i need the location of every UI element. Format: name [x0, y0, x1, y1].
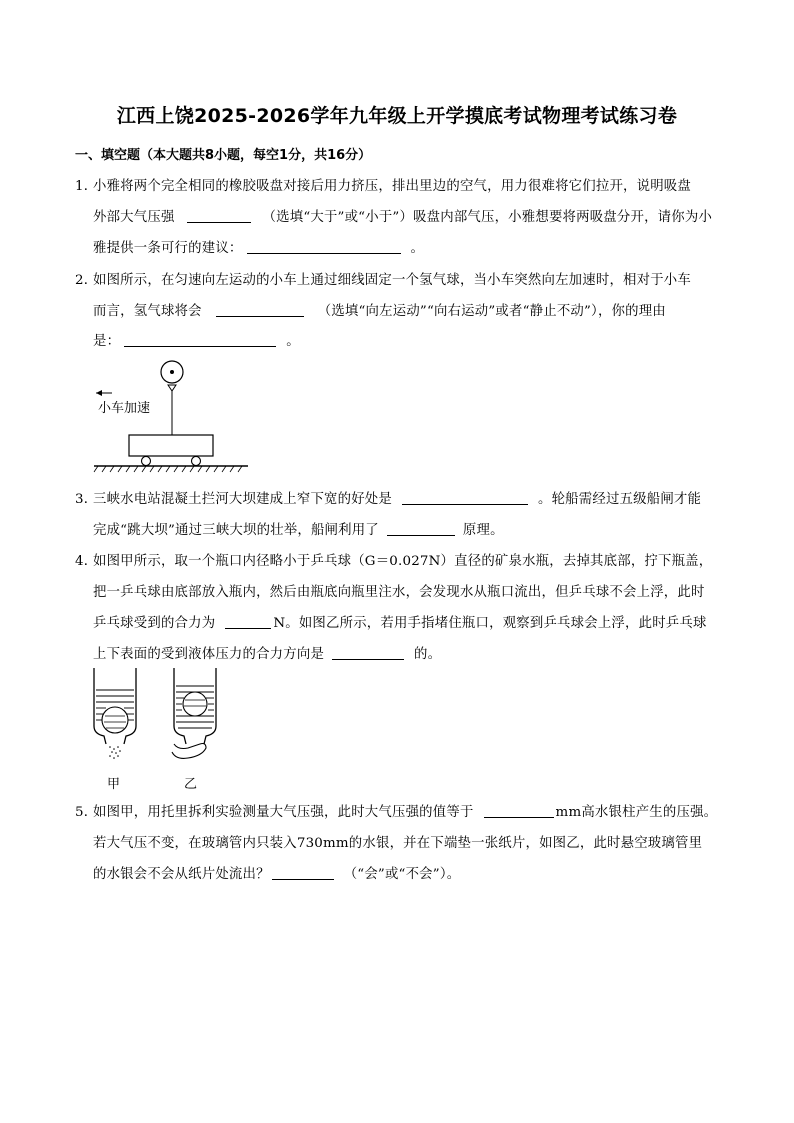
q1-text-3b: 。 [410, 241, 425, 256]
q1-line-3 [93, 237, 424, 256]
q5-line-3 [93, 863, 460, 882]
q4-line-1 [75, 550, 712, 569]
bottle-figure [88, 664, 228, 794]
q4-text-3b: N。如图乙所示，若用手指堵住瓶口，观察到乒乓球会上浮，此时乒乓球 [273, 616, 707, 631]
q1-text-2b: （选填“大于”或“小于”）吸盘内部气压，小雅想要将两吸盘分开，请你为小 [262, 210, 713, 225]
q3-text-1a: 三峡水电站混凝土拦河大坝建成上窄下宽的好处是 [93, 492, 392, 507]
q4-text-1: 如图甲所示，取一个瓶口内径略小于乒乓球（G＝0.027N）直径的矿泉水瓶，去掉其底部，拧下瓶盖， [93, 554, 713, 569]
q5-text-2: 若大气压不变，在玻璃管内只装入730mm的水银，并在下端垫一张纸片，如图乙，此时悬空玻璃管里 [93, 836, 703, 851]
q1-text-3a: 雅提供一条可行的建议： [93, 241, 243, 256]
q1-text-2a: 外部大气压强 [93, 210, 175, 225]
q1-blank-2[interactable] [247, 240, 401, 254]
q2-line-3 [93, 330, 300, 349]
q4-line-4 [93, 643, 441, 662]
q2-number: 2． [75, 273, 98, 288]
page-title: 江西上饶2025-2026学年九年级上开学摸底考试物理考试练习卷 [116, 105, 678, 127]
q4-blank-1[interactable] [225, 615, 271, 629]
q2-text-3b: 。 [286, 334, 300, 349]
q3-line-1 [75, 488, 701, 507]
label-jia: 甲 [107, 777, 121, 792]
q1-line-2 [93, 206, 712, 225]
balloon-cart-figure [92, 355, 252, 475]
q5-blank-1[interactable] [484, 804, 554, 818]
q4-line-2 [93, 581, 705, 600]
q2-line-2 [93, 300, 666, 319]
q3-blank-2[interactable] [387, 522, 455, 536]
q4-text-4b: 的。 [414, 647, 442, 662]
cart-body [129, 435, 213, 456]
q2-blank-2[interactable] [124, 333, 276, 347]
q4-text-4a: 上下表面的受到液体压力的合力方向是 [93, 647, 325, 662]
bottle-jia [94, 668, 136, 792]
q4-text-3a: 乒乓球受到的合力为 [93, 616, 216, 631]
q5-text-3a: 的水银会不会从纸片处流出？ [93, 867, 270, 882]
q3-text-2a: 完成“跳大坝”通过三峡大坝的壮举，船闸利用了 [93, 523, 379, 538]
q5-text-1b: mm高水银柱产生的压强。 [555, 805, 718, 820]
cart-wheel [192, 457, 201, 466]
q3-text-2b: 原理。 [462, 523, 504, 538]
q2-text-2b: （选填“向左运动”“向右运动”或者“静止不动”），你的理由 [317, 304, 666, 319]
q4-line-3 [93, 612, 707, 631]
q5-text-1a: 如图甲，用托里拆利实验测量大气压强，此时大气压强的值等于 [93, 805, 474, 820]
cart-label: 小车加速 [98, 401, 151, 416]
q1-blank-1[interactable] [187, 209, 251, 223]
ping-pong-ball [183, 692, 207, 716]
q5-text-3b: （“会”或“不会”）。 [343, 867, 461, 882]
label-yi: 乙 [184, 777, 198, 792]
q1-text-1: 小雅将两个完全相同的橡胶吸盘对接后用力挤压，排出里边的空气，用力很难将它们拉开，说明吸盘 [93, 179, 691, 194]
section-heading: 一、填空题（本大题共8小题，每空1分，共16分） [75, 148, 372, 163]
q5-line-1 [75, 801, 717, 820]
q1-number: 1． [75, 179, 98, 194]
q4-number: 4． [75, 554, 98, 569]
q4-text-2: 把一乒乓球由底部放入瓶内，然后由瓶底向瓶里注水，会发现水从瓶口流出，但乒乓球不会上浮，此时 [93, 585, 705, 600]
q3-number: 3． [75, 492, 98, 507]
ping-pong-ball [102, 707, 128, 733]
q2-text-3a: 是： [93, 334, 121, 349]
finger-icon [172, 744, 206, 759]
cart-wheel [142, 457, 151, 466]
q2-text-2a: 而言，氢气球将会 [93, 304, 202, 319]
q3-text-1b: 。轮船需经过五级船闸才能 [538, 492, 702, 507]
q2-line-1 [75, 269, 691, 288]
q5-line-2 [93, 832, 702, 851]
q4-blank-2[interactable] [332, 646, 404, 660]
q2-text-1: 如图所示，在匀速向左运动的小车上通过细线固定一个氢气球，当小车突然向左加速时，相对于小车 [93, 273, 691, 288]
q3-blank-1[interactable] [402, 491, 528, 505]
q1-line-1 [75, 175, 691, 194]
q5-blank-2[interactable] [272, 866, 334, 880]
bottle-yi [172, 668, 216, 792]
q5-number: 5． [75, 805, 98, 820]
q2-blank-1[interactable] [216, 303, 304, 317]
q3-line-2 [93, 519, 504, 538]
